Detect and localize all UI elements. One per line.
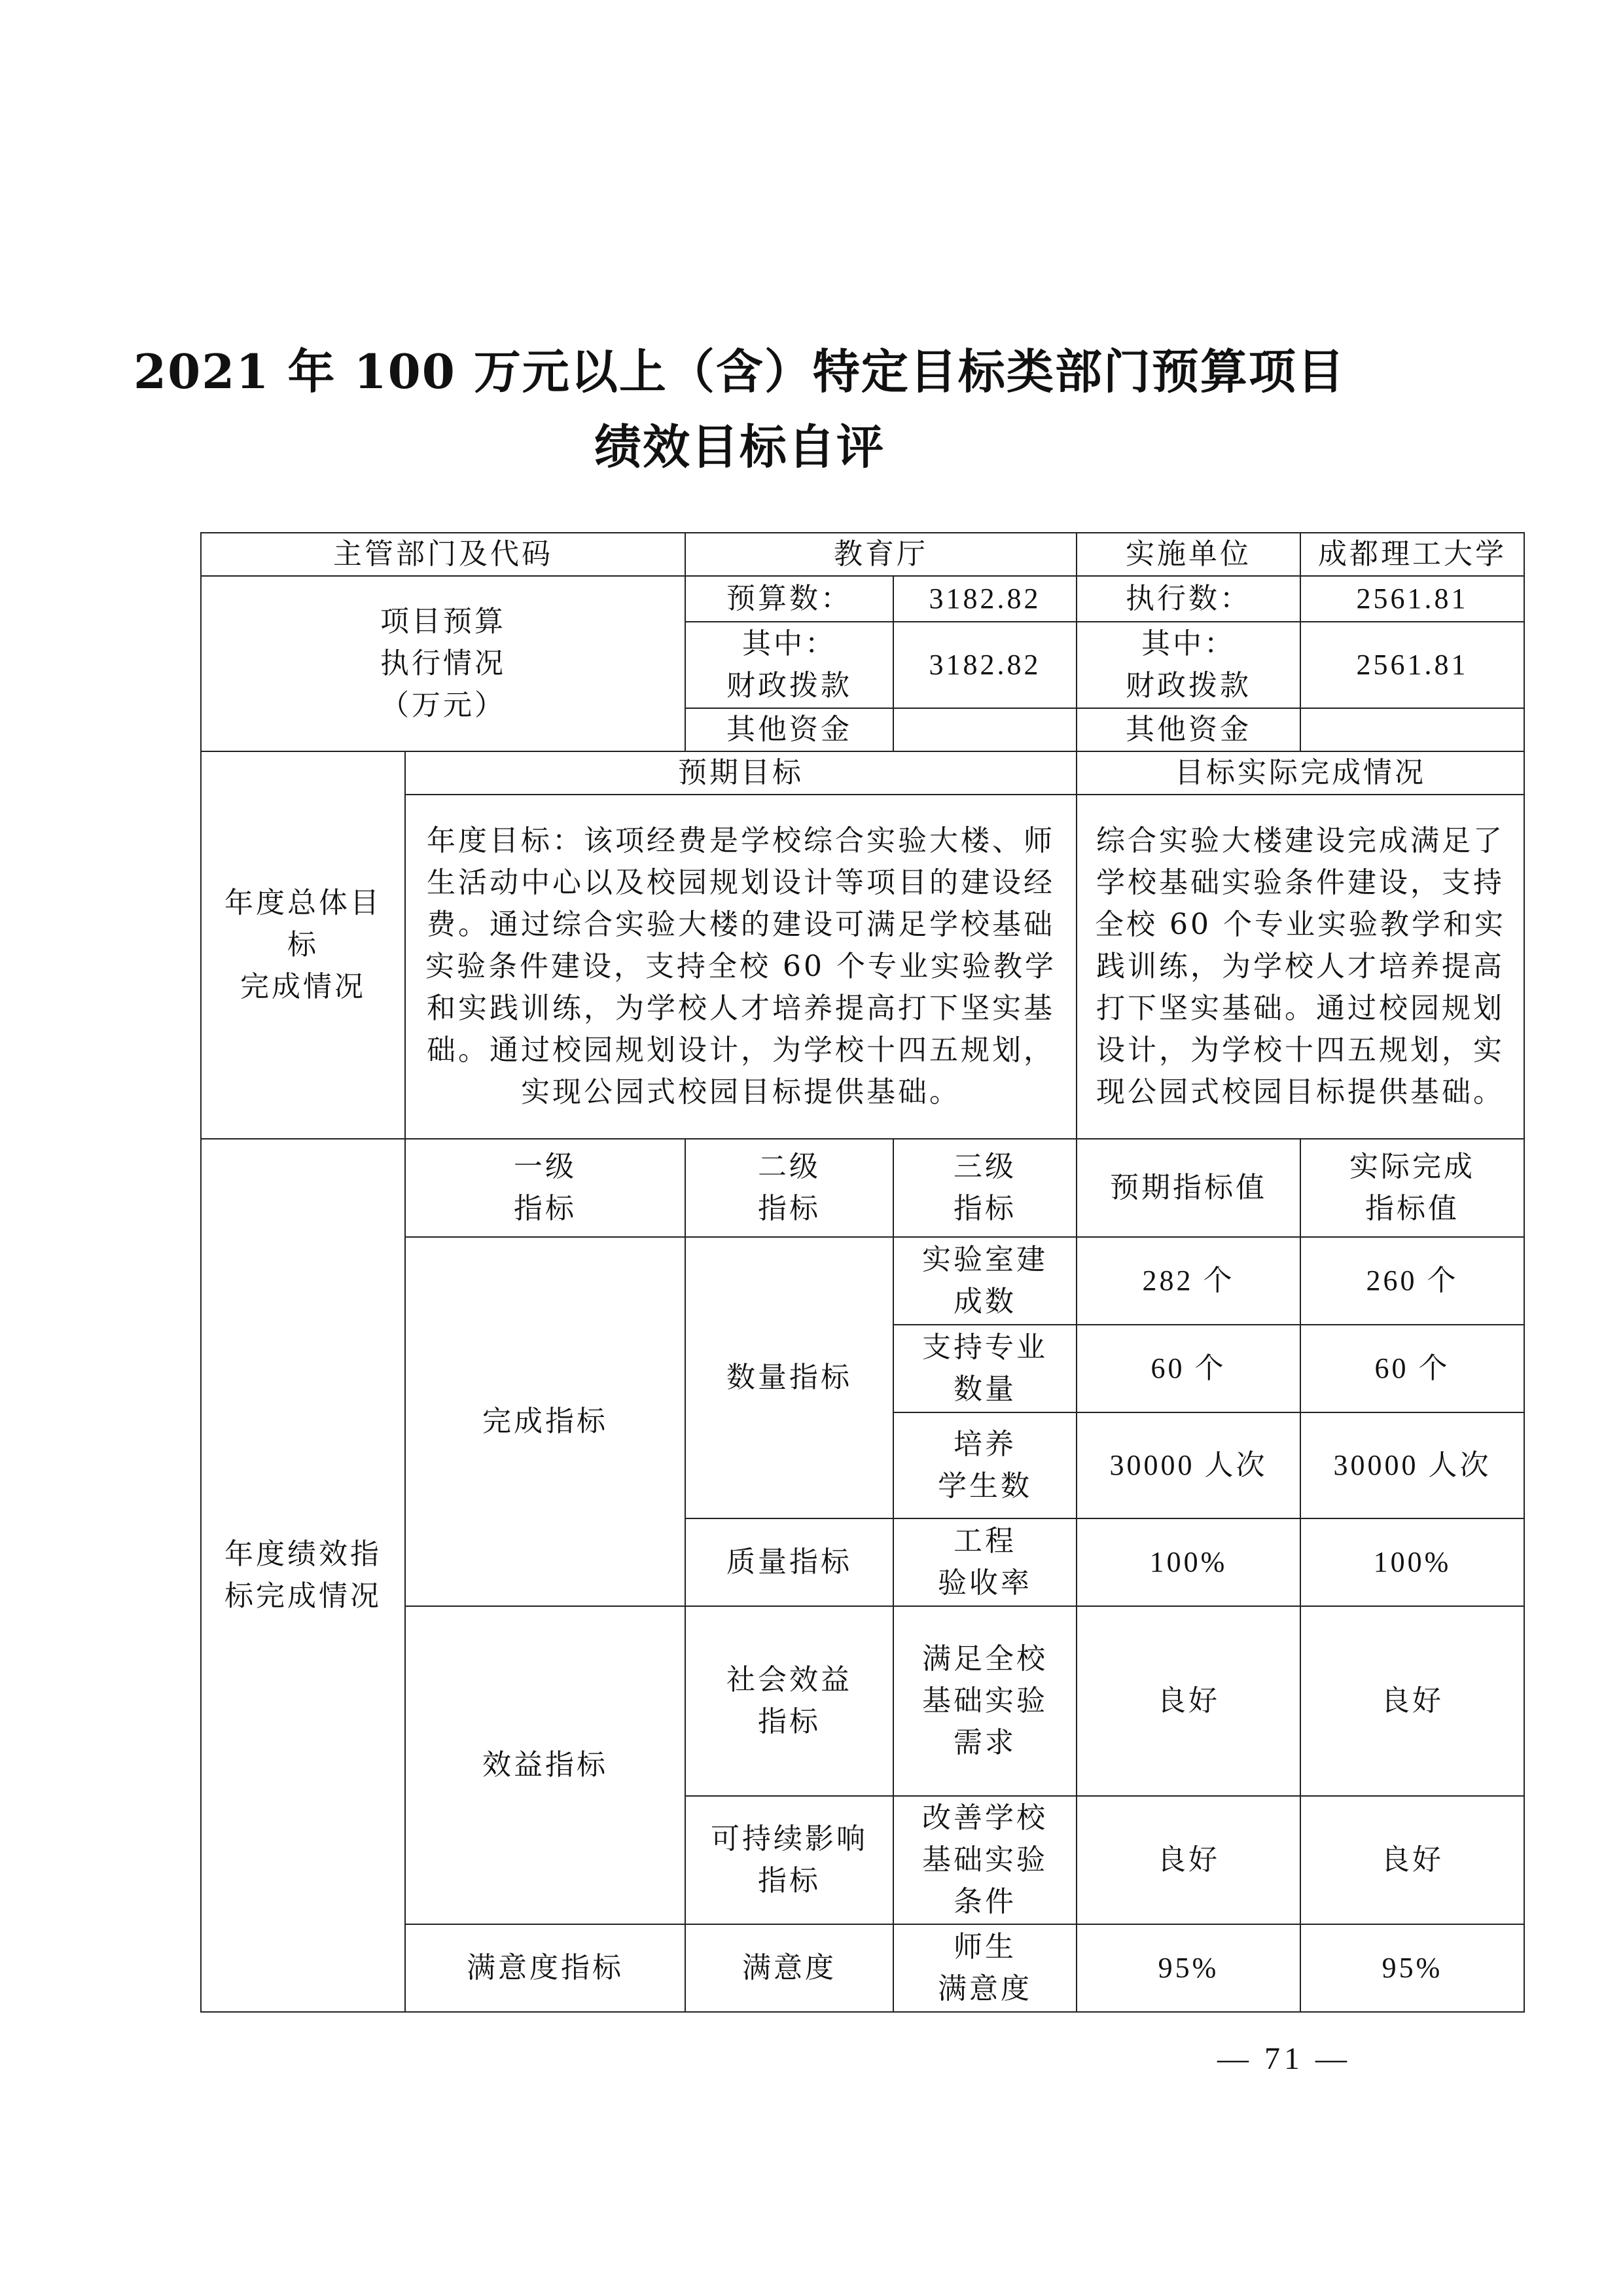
header-row (201, 533, 1524, 576)
goals-header-row (201, 751, 1524, 795)
fiscal-exec-label: 其中： 财政拨款 (1077, 622, 1300, 708)
level3-cell: 培养 学生数 (893, 1412, 1077, 1518)
benefit-indicator: 效益指标 (405, 1606, 685, 1924)
indicators-label: 年度绩效指 标完成情况 (201, 1139, 405, 2012)
satisfaction-indicator: 满意度指标 (405, 1924, 685, 2012)
level3-cell: 师生 满意度 (893, 1924, 1077, 2012)
quantity-indicator: 数量指标 (685, 1237, 893, 1518)
fiscal-budget-label: 其中： 财政拨款 (685, 622, 893, 708)
expected-value: 60 个 (1077, 1325, 1300, 1412)
actual-value: 30000 人次 (1300, 1412, 1524, 1518)
satisfaction-level2: 满意度 (685, 1924, 893, 2012)
other-budget-value (893, 708, 1077, 751)
expected-value: 30000 人次 (1077, 1412, 1300, 1518)
other-budget-label: 其他资金 (685, 708, 893, 751)
actual-value: 良好 (1300, 1796, 1524, 1924)
exec-amount-value: 2561.81 (1300, 576, 1524, 622)
page-number: — 71 — (1217, 2041, 1351, 2076)
budget-amount-value: 3182.82 (893, 576, 1077, 622)
expected-value: 良好 (1077, 1796, 1300, 1924)
actual-value: 100% (1300, 1518, 1524, 1606)
actual-value: 260 个 (1300, 1237, 1524, 1325)
expected-value: 282 个 (1077, 1237, 1300, 1325)
level3-header: 三级 指标 (893, 1139, 1077, 1237)
other-exec-label: 其他资金 (1077, 708, 1300, 751)
actual-goal-header: 目标实际完成情况 (1077, 751, 1524, 795)
doc-title-line1: 2021 年 100 万元以上（含）特定目标类部门预算项目 (134, 344, 1346, 399)
quality-indicator: 质量指标 (685, 1518, 893, 1606)
dept-value: 教育厅 (685, 533, 1077, 576)
level3-cell: 改善学校 基础实验 条件 (893, 1796, 1077, 1924)
budget-label: 项目预算 执行情况 （万元） (201, 576, 685, 751)
other-exec-value (1300, 708, 1524, 751)
indicator-header-row (201, 1139, 1524, 1237)
level3-cell: 实验室建 成数 (893, 1237, 1077, 1325)
actual-value: 良好 (1300, 1606, 1524, 1796)
expected-value-header: 预期指标值 (1077, 1139, 1300, 1237)
goals-label: 年度总体目 标 完成情况 (201, 751, 405, 1139)
expected-value: 良好 (1077, 1606, 1300, 1796)
level3-cell: 工程 验收率 (893, 1518, 1077, 1606)
expected-value: 95% (1077, 1924, 1300, 2012)
unit-label: 实施单位 (1077, 533, 1300, 576)
expected-value: 100% (1077, 1518, 1300, 1606)
fiscal-exec-value: 2561.81 (1300, 622, 1524, 708)
social-benefit-indicator: 社会效益 指标 (685, 1606, 893, 1796)
dept-label: 主管部门及代码 (201, 533, 685, 576)
expected-goal-text: 年度目标：该项经费是学校综合实验大楼、师生活动中心以及校园规划设计等项目的建设经费。通过综合实验大楼的建设可满足学校基础实验条件建设，支持全校 60 个专业实验教学和实践训练，为学校人才培养提高打下坚实基础。通过校园规划设计，为学校十四五规划，实现公园式校园目标提供基础。 (405, 795, 1077, 1139)
actual-goal-text: 综合实验大楼建设完成满足了学校基础实验条件建设，支持全校 60 个专业实验教学和实践训练，为学校人才培养提高打下坚实基础。通过校园规划设计，为学校十四五规划，实现公园式校园目标提供基础。 (1077, 795, 1524, 1139)
level3-cell: 满足全校 基础实验 需求 (893, 1606, 1077, 1796)
level3-cell: 支持专业 数量 (893, 1325, 1077, 1412)
exec-amount-label: 执行数： (1077, 576, 1300, 622)
actual-value-header: 实际完成 指标值 (1300, 1139, 1524, 1237)
sustainable-indicator: 可持续影响 指标 (685, 1796, 893, 1924)
expected-goal-header: 预期目标 (405, 751, 1077, 795)
doc-title-line2: 绩效目标自评 (594, 419, 885, 475)
actual-value: 95% (1300, 1924, 1524, 2012)
budget-row-1 (201, 576, 1524, 622)
budget-amount-label: 预算数： (685, 576, 893, 622)
actual-value: 60 个 (1300, 1325, 1524, 1412)
completion-indicator: 完成指标 (405, 1237, 685, 1606)
unit-value: 成都理工大学 (1300, 533, 1524, 576)
fiscal-budget-value: 3182.82 (893, 622, 1077, 708)
performance-table (200, 532, 1525, 2013)
level2-header: 二级 指标 (685, 1139, 893, 1237)
level1-header: 一级 指标 (405, 1139, 685, 1237)
